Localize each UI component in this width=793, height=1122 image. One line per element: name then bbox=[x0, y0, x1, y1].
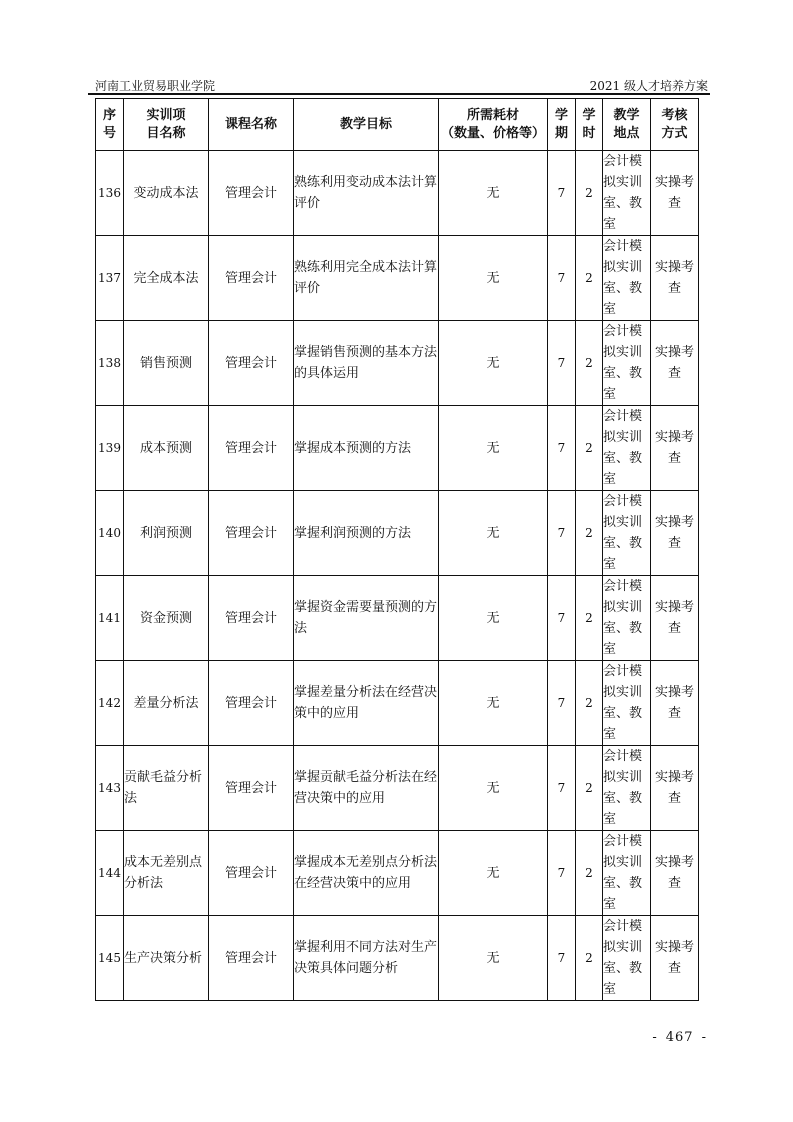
cell-location: 会计模拟实训室、教室 bbox=[603, 151, 651, 236]
cell-hours: 2 bbox=[576, 406, 603, 491]
cell-hours: 2 bbox=[576, 576, 603, 661]
cell-location: 会计模拟实训室、教室 bbox=[603, 661, 651, 746]
cell-seq: 142 bbox=[96, 661, 124, 746]
cell-materials: 无 bbox=[439, 406, 548, 491]
cell-materials: 无 bbox=[439, 321, 548, 406]
cell-location: 会计模拟实训室、教室 bbox=[603, 831, 651, 916]
cell-hours: 2 bbox=[576, 831, 603, 916]
table-row bbox=[96, 831, 699, 916]
cell-objective: 掌握贡献毛益分析法在经营决策中的应用 bbox=[294, 746, 439, 831]
cell-project: 完全成本法 bbox=[124, 236, 209, 321]
cell-hours: 2 bbox=[576, 661, 603, 746]
cell-semester: 7 bbox=[548, 406, 576, 491]
header-rule bbox=[88, 93, 710, 95]
cell-course: 管理会计 bbox=[209, 406, 294, 491]
cell-location: 会计模拟实训室、教室 bbox=[603, 916, 651, 1001]
cell-location: 会计模拟实训室、教室 bbox=[603, 406, 651, 491]
col-header-semester: 学 期 bbox=[548, 99, 576, 151]
cell-location: 会计模拟实训室、教室 bbox=[603, 746, 651, 831]
cell-assessment: 实操考查 bbox=[651, 916, 699, 1001]
cell-location: 会计模拟实训室、教室 bbox=[603, 236, 651, 321]
cell-course: 管理会计 bbox=[209, 746, 294, 831]
cell-objective: 熟练利用完全成本法计算评价 bbox=[294, 236, 439, 321]
cell-semester: 7 bbox=[548, 491, 576, 576]
table-row bbox=[96, 916, 699, 1001]
cell-materials: 无 bbox=[439, 491, 548, 576]
table-row bbox=[96, 661, 699, 746]
cell-location: 会计模拟实训室、教室 bbox=[603, 576, 651, 661]
cell-assessment: 实操考查 bbox=[651, 491, 699, 576]
table-row bbox=[96, 321, 699, 406]
col-header-course: 课程名称 bbox=[209, 99, 294, 151]
cell-seq: 141 bbox=[96, 576, 124, 661]
cell-semester: 7 bbox=[548, 236, 576, 321]
cell-materials: 无 bbox=[439, 916, 548, 1001]
cell-assessment: 实操考查 bbox=[651, 321, 699, 406]
table-row bbox=[96, 746, 699, 831]
table-row bbox=[96, 151, 699, 236]
cell-project: 资金预测 bbox=[124, 576, 209, 661]
cell-project: 差量分析法 bbox=[124, 661, 209, 746]
cell-objective: 掌握成本预测的方法 bbox=[294, 406, 439, 491]
cell-assessment: 实操考查 bbox=[651, 576, 699, 661]
institution-name: 河南工业贸易职业学院 bbox=[95, 79, 216, 93]
cell-seq: 137 bbox=[96, 236, 124, 321]
cell-project: 利润预测 bbox=[124, 491, 209, 576]
cell-seq: 138 bbox=[96, 321, 124, 406]
cell-semester: 7 bbox=[548, 831, 576, 916]
table-header-row bbox=[96, 99, 699, 151]
cell-location: 会计模拟实训室、教室 bbox=[603, 491, 651, 576]
cell-hours: 2 bbox=[576, 151, 603, 236]
cell-course: 管理会计 bbox=[209, 831, 294, 916]
cell-materials: 无 bbox=[439, 831, 548, 916]
table-row bbox=[96, 236, 699, 321]
col-header-materials: 所需耗材 （数量、价格等） bbox=[439, 99, 548, 151]
cell-seq: 140 bbox=[96, 491, 124, 576]
cell-objective: 熟练利用变动成本法计算评价 bbox=[294, 151, 439, 236]
cell-materials: 无 bbox=[439, 576, 548, 661]
col-header-project: 实训项 目名称 bbox=[124, 99, 209, 151]
document-title: 2021 级人才培养方案 bbox=[589, 79, 708, 93]
cell-project: 贡献毛益分析法 bbox=[124, 746, 209, 831]
cell-materials: 无 bbox=[439, 661, 548, 746]
cell-hours: 2 bbox=[576, 746, 603, 831]
cell-seq: 136 bbox=[96, 151, 124, 236]
cell-semester: 7 bbox=[548, 661, 576, 746]
cell-materials: 无 bbox=[439, 746, 548, 831]
cell-project: 成本预测 bbox=[124, 406, 209, 491]
cell-semester: 7 bbox=[548, 916, 576, 1001]
table-row bbox=[96, 576, 699, 661]
cell-course: 管理会计 bbox=[209, 491, 294, 576]
cell-hours: 2 bbox=[576, 321, 603, 406]
col-header-hours: 学 时 bbox=[576, 99, 603, 151]
table-row bbox=[96, 491, 699, 576]
cell-objective: 掌握利用不同方法对生产决策具体问题分析 bbox=[294, 916, 439, 1001]
cell-materials: 无 bbox=[439, 236, 548, 321]
cell-objective: 掌握利润预测的方法 bbox=[294, 491, 439, 576]
cell-seq: 143 bbox=[96, 746, 124, 831]
cell-project: 生产决策分析 bbox=[124, 916, 209, 1001]
cell-seq: 139 bbox=[96, 406, 124, 491]
table-row bbox=[96, 406, 699, 491]
cell-assessment: 实操考查 bbox=[651, 151, 699, 236]
cell-semester: 7 bbox=[548, 151, 576, 236]
cell-assessment: 实操考查 bbox=[651, 746, 699, 831]
cell-course: 管理会计 bbox=[209, 151, 294, 236]
cell-course: 管理会计 bbox=[209, 916, 294, 1001]
cell-project: 变动成本法 bbox=[124, 151, 209, 236]
cell-project: 成本无差别点分析法 bbox=[124, 831, 209, 916]
col-header-assessment: 考核 方式 bbox=[651, 99, 699, 151]
col-header-seq: 序 号 bbox=[96, 99, 124, 151]
cell-course: 管理会计 bbox=[209, 576, 294, 661]
cell-semester: 7 bbox=[548, 746, 576, 831]
cell-assessment: 实操考查 bbox=[651, 661, 699, 746]
page-footer: - 467 - bbox=[652, 1030, 707, 1045]
cell-semester: 7 bbox=[548, 576, 576, 661]
cell-objective: 掌握成本无差别点分析法在经营决策中的应用 bbox=[294, 831, 439, 916]
col-header-location: 教学 地点 bbox=[603, 99, 651, 151]
cell-course: 管理会计 bbox=[209, 321, 294, 406]
cell-objective: 掌握销售预测的基本方法的具体运用 bbox=[294, 321, 439, 406]
cell-hours: 2 bbox=[576, 236, 603, 321]
cell-hours: 2 bbox=[576, 491, 603, 576]
cell-objective: 掌握资金需要量预测的方法 bbox=[294, 576, 439, 661]
cell-assessment: 实操考查 bbox=[651, 831, 699, 916]
training-projects-table bbox=[95, 98, 699, 1001]
cell-objective: 掌握差量分析法在经营决策中的应用 bbox=[294, 661, 439, 746]
cell-project: 销售预测 bbox=[124, 321, 209, 406]
cell-course: 管理会计 bbox=[209, 661, 294, 746]
cell-seq: 144 bbox=[96, 831, 124, 916]
page-number: 467 bbox=[665, 1030, 694, 1045]
cell-location: 会计模拟实训室、教室 bbox=[603, 321, 651, 406]
cell-course: 管理会计 bbox=[209, 236, 294, 321]
table-body bbox=[96, 151, 699, 1001]
cell-hours: 2 bbox=[576, 916, 603, 1001]
cell-materials: 无 bbox=[439, 151, 548, 236]
cell-semester: 7 bbox=[548, 321, 576, 406]
cell-assessment: 实操考查 bbox=[651, 406, 699, 491]
cell-assessment: 实操考查 bbox=[651, 236, 699, 321]
cell-seq: 145 bbox=[96, 916, 124, 1001]
col-header-objective: 教学目标 bbox=[294, 99, 439, 151]
